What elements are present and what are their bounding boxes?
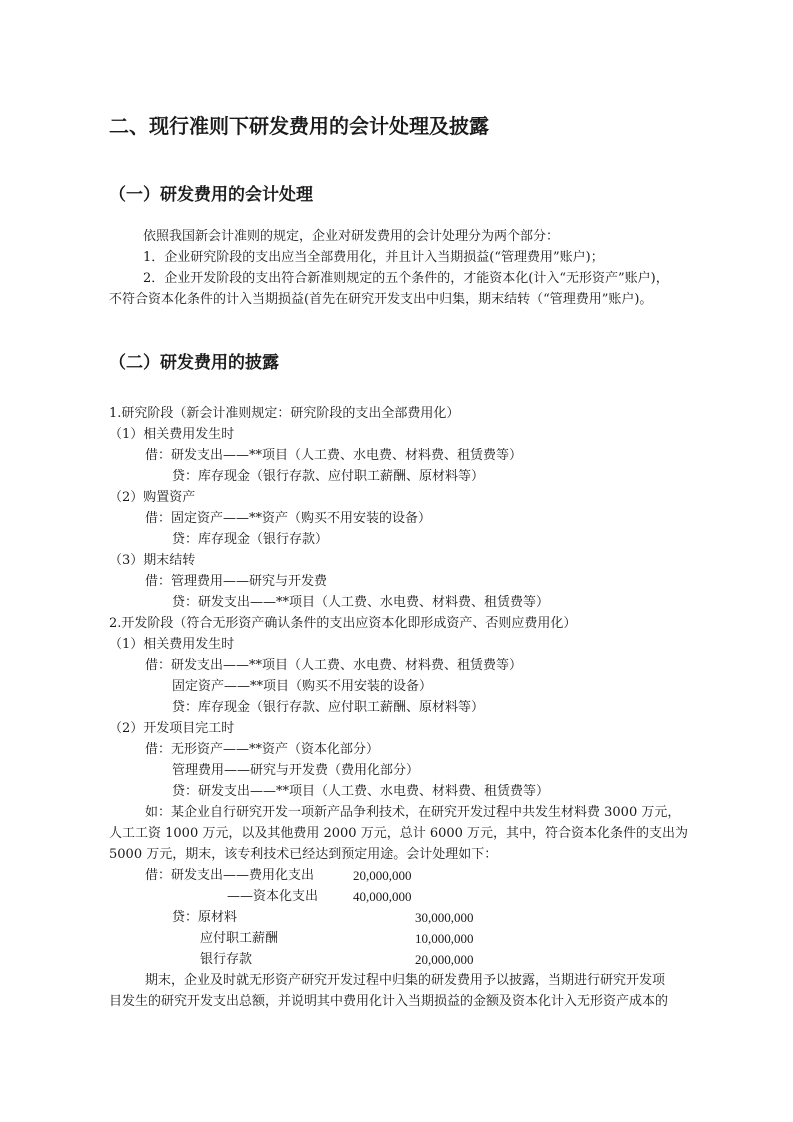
entry-debit-amount: 20,000,000	[353, 868, 412, 883]
section-title: 二、现行准则下研发费用的会计处理及披露	[109, 114, 489, 138]
subsection-title-accounting: （一）研发费用的会计处理	[109, 185, 313, 205]
paragraph-line: 5000 万元，期末，该专利技术已经达到预定用途。会计处理如下：	[109, 847, 498, 862]
journal-line: 贷：研发支出——**项目（人工费、水电费、材料费、租赁费等）	[172, 784, 550, 799]
journal-line: 借：研发支出——**项目（人工费、水电费、材料费、租赁费等）	[145, 448, 523, 463]
journal-line: 借：无形资产——**资产（资本化部分）	[145, 742, 380, 757]
entry-debit-amount: 40,000,000	[353, 889, 412, 904]
entry-credit-amount: 10,000,000	[415, 931, 474, 946]
body-line: （2）购置资产	[109, 490, 196, 505]
entry-debit-label: ——资本化支出	[227, 889, 319, 904]
body-line: （1）相关费用发生时	[109, 637, 235, 652]
paragraph-line: 如：某企业自行研究开发一项新产品争利技术，在研究开发过程中共发生材料费 3000 万元，	[145, 805, 681, 820]
subsection-title-disclosure: （二）研发费用的披露	[109, 353, 279, 373]
journal-line: 借：固定资产——**资产（购买不用安装的设备）	[145, 511, 432, 526]
paragraph-line: 1．企业研究阶段的支出应当全部费用化，并且计入当期损益(“管理费用”账户)；	[143, 250, 604, 265]
journal-line: 贷：库存现金（银行存款）	[172, 532, 329, 547]
body-line: 2.开发阶段（符合无形资产确认条件的支出应资本化即形成资产、否则应费用化）	[109, 616, 577, 631]
paragraph-line: 不符合资本化条件的计入当期损益(首先在研究开发支出中归集，期末结转（“管理费用”账户)。	[109, 292, 653, 307]
journal-line: 借：管理费用——研究与开发费	[145, 574, 328, 589]
journal-line: 借：研发支出——**项目（人工费、水电费、材料费、租赁费等）	[145, 658, 523, 673]
paragraph-line: 人工工资 1000 万元，以及其他费用 2000 万元，总计 6000 万元，其中，符合资本化条件的支出为	[109, 826, 689, 841]
entry-credit-amount: 30,000,000	[415, 910, 474, 925]
body-line: 1.研究阶段（新会计准则规定：研究阶段的支出全部费用化）	[109, 406, 460, 421]
paragraph-line: 期末，企业及时就无形资产研究开发过程中归集的研发费用予以披露，当期进行研究开发项	[145, 973, 666, 988]
paragraph-line: 依照我国新会计准则的规定，企业对研发费用的会计处理分为两个部分：	[143, 229, 560, 244]
paragraph-line: 2．企业开发阶段的支出符合新准则规定的五个条件的，才能资本化(计入“无形资产”账户)，	[143, 271, 669, 286]
entry-credit-label: 应付职工薪酬	[200, 931, 279, 946]
entry-credit-label: 银行存款	[200, 952, 253, 967]
body-line: （3）期末结转	[109, 553, 196, 568]
journal-line: 管理费用——研究与开发费（费用化部分）	[172, 763, 420, 778]
entry-credit-label: 贷：原材料	[172, 910, 238, 925]
journal-line: 贷：库存现金（银行存款、应付职工薪酬、原材料等）	[172, 700, 485, 715]
entry-debit-label: 借：研发支出——费用化支出	[145, 868, 315, 883]
entry-credit-amount: 20,000,000	[415, 952, 474, 967]
journal-line: 贷：研发支出——**项目（人工费、水电费、材料费、租赁费等）	[172, 595, 550, 610]
body-line: （1）相关费用发生时	[109, 427, 235, 442]
body-line: （2）开发项目完工时	[109, 721, 235, 736]
journal-line: 固定资产——**项目（购买不用安装的设备）	[172, 679, 433, 694]
paragraph-line: 目发生的研究开发支出总额，并说明其中费用化计入当期损益的金额及资本化计入无形资产成本的	[109, 994, 669, 1009]
journal-line: 贷：库存现金（银行存款、应付职工薪酬、原材料等）	[172, 469, 485, 484]
